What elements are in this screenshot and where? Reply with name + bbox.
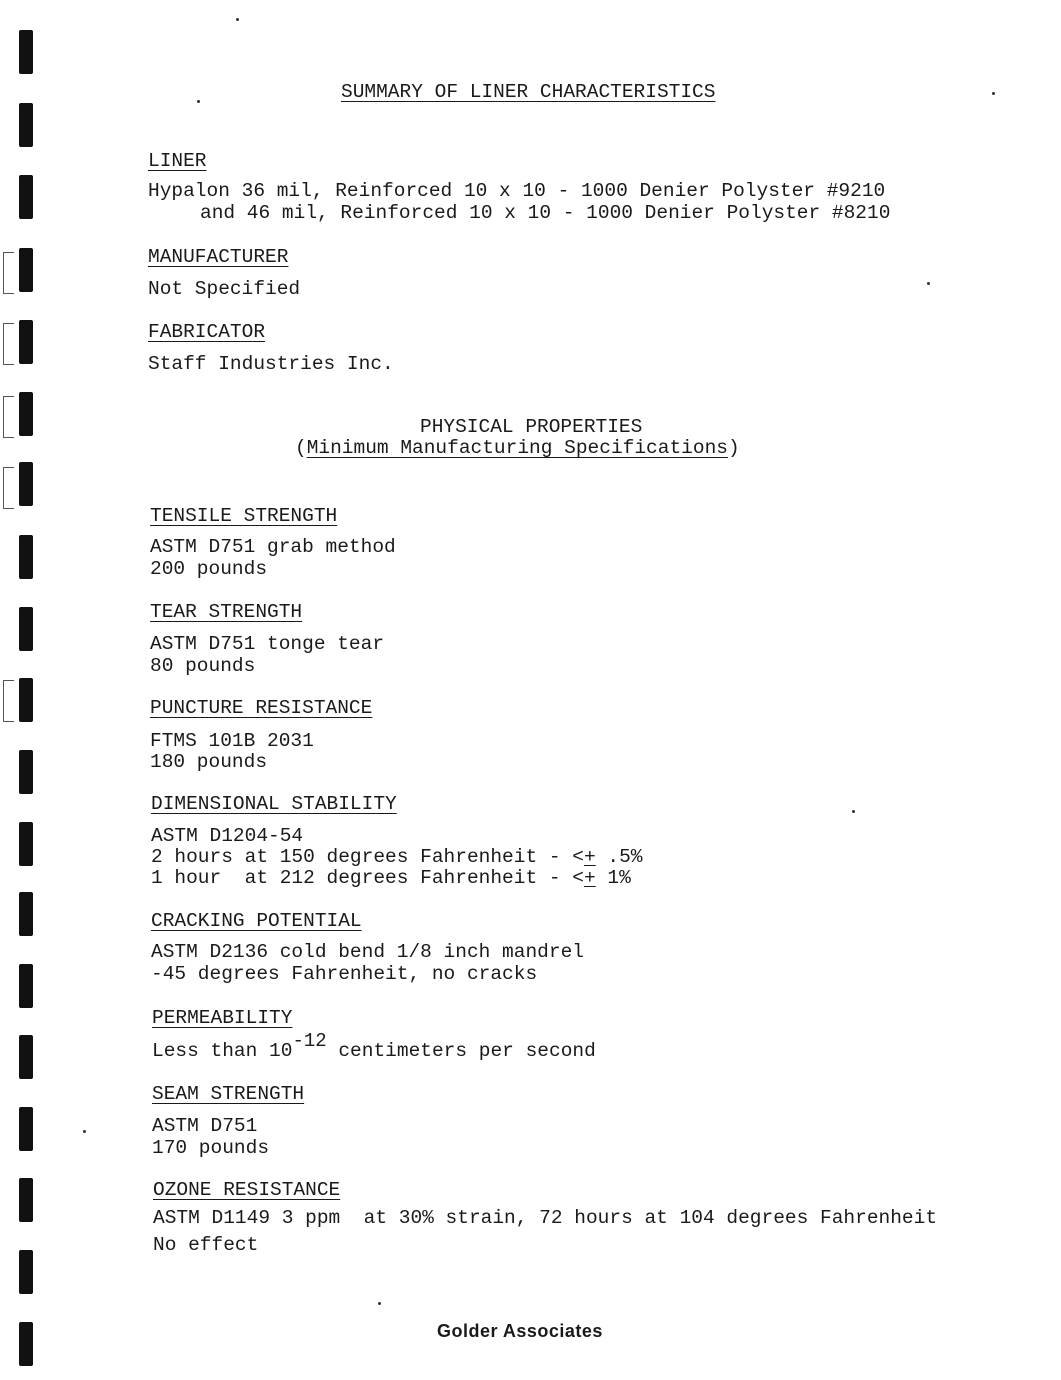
scan-speck bbox=[992, 92, 995, 95]
permeability-heading: PERMEABILITY bbox=[152, 1007, 293, 1029]
binding-hole bbox=[19, 320, 33, 364]
manufacturer-heading: MANUFACTURER bbox=[148, 246, 289, 268]
liner-line-2: and 46 mil, Reinforced 10 x 10 - 1000 Denier Polyster #8210 bbox=[200, 202, 891, 224]
dimensional-line-1: ASTM D1204-54 bbox=[151, 825, 304, 847]
permeability-text: Less than 10 bbox=[152, 1040, 293, 1062]
permeability-units: centimeters per second bbox=[326, 1040, 596, 1062]
footer-company-name: Golder Associates bbox=[437, 1321, 603, 1341]
scan-bracket bbox=[3, 680, 14, 722]
binding-hole bbox=[19, 892, 33, 936]
dimensional-line-3 bbox=[151, 867, 631, 889]
ozone-heading: OZONE RESISTANCE bbox=[153, 1179, 341, 1201]
scan-speck bbox=[852, 810, 855, 813]
liner-heading: LINER bbox=[148, 150, 207, 172]
physical-properties-subheading: Minimum Manufacturing Specifications bbox=[306, 437, 728, 459]
tensile-heading: TENSILE STRENGTH bbox=[150, 505, 338, 527]
binding-hole bbox=[19, 607, 33, 651]
physical-properties-heading: PHYSICAL PROPERTIES bbox=[420, 416, 643, 438]
binding-hole bbox=[19, 248, 33, 292]
binding-hole bbox=[19, 1250, 33, 1294]
scan-speck bbox=[378, 1302, 381, 1305]
page-title: SUMMARY OF LINER CHARACTERISTICS bbox=[341, 81, 716, 103]
puncture-heading: PUNCTURE RESISTANCE bbox=[150, 697, 373, 719]
binding-hole bbox=[19, 535, 33, 579]
seam-line-2: 170 pounds bbox=[152, 1137, 270, 1159]
scan-bracket bbox=[3, 252, 14, 294]
dimensional-line-2 bbox=[151, 846, 643, 868]
dimensional-heading: DIMENSIONAL STABILITY bbox=[151, 793, 397, 815]
binding-hole bbox=[19, 175, 33, 219]
puncture-line-2: 180 pounds bbox=[150, 751, 268, 773]
binding-hole bbox=[19, 392, 33, 436]
scan-speck bbox=[927, 282, 930, 285]
plus-minus-sign: + bbox=[583, 867, 596, 889]
cracking-line-2: -45 degrees Fahrenheit, no cracks bbox=[151, 963, 538, 985]
dimensional-line-2-text: 2 hours at 150 degrees Fahrenheit - < bbox=[151, 846, 584, 868]
cracking-heading: CRACKING POTENTIAL bbox=[151, 910, 362, 932]
scan-bracket bbox=[3, 323, 14, 365]
seam-line-1: ASTM D751 bbox=[152, 1115, 258, 1137]
binding-hole bbox=[19, 30, 33, 74]
ozone-line-1: ASTM D1149 3 ppm at 30% strain, 72 hours at 104 degrees Fahrenheit bbox=[153, 1207, 938, 1229]
scan-speck bbox=[83, 1130, 86, 1133]
binding-hole bbox=[19, 678, 33, 722]
ozone-line-2: No effect bbox=[153, 1234, 259, 1256]
fabricator-heading: FABRICATOR bbox=[148, 321, 266, 343]
binding-hole bbox=[19, 822, 33, 866]
scan-speck bbox=[236, 18, 239, 21]
scan-bracket bbox=[3, 467, 14, 509]
scan-speck bbox=[197, 100, 200, 103]
permeability-line bbox=[152, 1030, 596, 1062]
puncture-line-1: FTMS 101B 2031 bbox=[150, 730, 314, 752]
tear-line-1: ASTM D751 tonge tear bbox=[150, 633, 385, 655]
dimensional-line-2-value: .5% bbox=[595, 846, 643, 868]
plus-minus-sign: + bbox=[583, 846, 596, 868]
dimensional-line-3-text: 1 hour at 212 degrees Fahrenheit - < bbox=[151, 867, 584, 889]
tear-line-2: 80 pounds bbox=[150, 655, 256, 677]
scan-bracket bbox=[3, 396, 14, 438]
manufacturer-value: Not Specified bbox=[148, 278, 301, 300]
binding-hole bbox=[19, 103, 33, 147]
liner-line-1: Hypalon 36 mil, Reinforced 10 x 10 - 1000 Denier Polyster #9210 bbox=[148, 180, 886, 202]
binding-hole bbox=[19, 1035, 33, 1079]
tear-heading: TEAR STRENGTH bbox=[150, 601, 303, 623]
cracking-line-1: ASTM D2136 cold bend 1/8 inch mandrel bbox=[151, 941, 584, 963]
dimensional-line-3-value: 1% bbox=[595, 867, 631, 889]
seam-heading: SEAM STRENGTH bbox=[152, 1083, 305, 1105]
physical-properties-subheading-line bbox=[295, 437, 740, 459]
binding-hole bbox=[19, 462, 33, 506]
binding-hole bbox=[19, 1178, 33, 1222]
binding-hole bbox=[19, 1107, 33, 1151]
tensile-line-1: ASTM D751 grab method bbox=[150, 536, 396, 558]
fabricator-value: Staff Industries Inc. bbox=[148, 353, 394, 375]
open-paren: ( bbox=[295, 437, 307, 459]
binding-hole bbox=[19, 1322, 33, 1366]
binding-hole bbox=[19, 964, 33, 1008]
close-paren: ) bbox=[727, 437, 740, 459]
tensile-line-2: 200 pounds bbox=[150, 558, 268, 580]
permeability-exponent: -12 bbox=[292, 1030, 327, 1052]
binding-hole bbox=[19, 750, 33, 794]
